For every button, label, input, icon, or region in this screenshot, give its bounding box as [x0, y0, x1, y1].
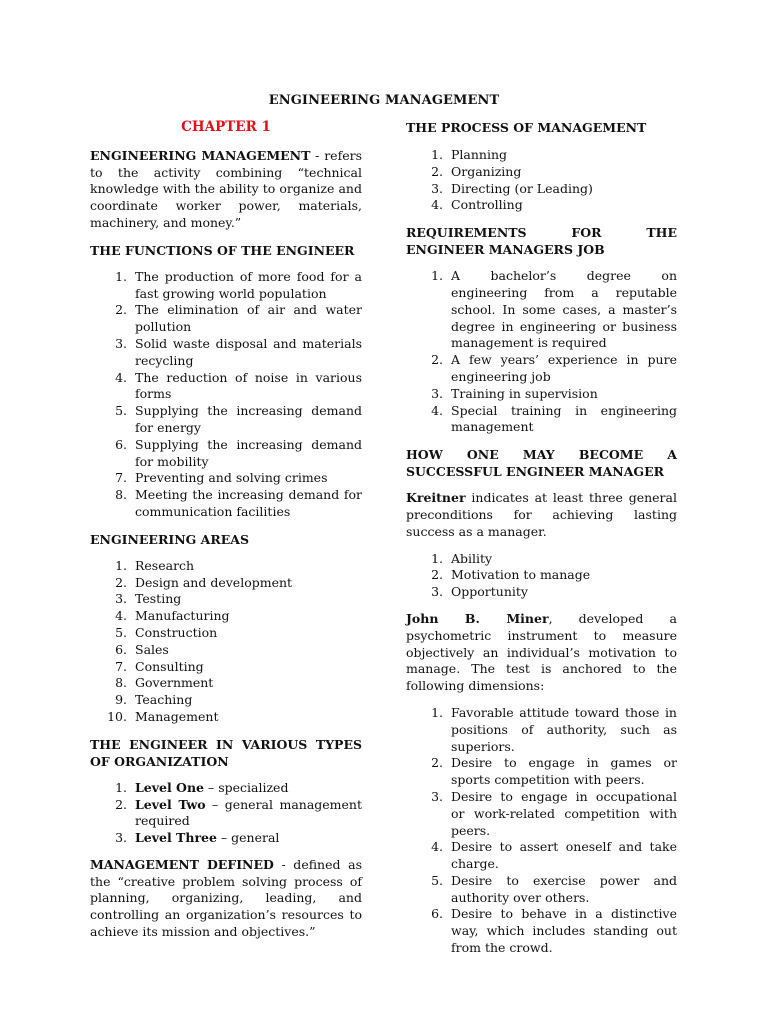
list-item: 6. Desire to behave in a distinctive way, which includes standing out from the crowd.: [431, 906, 677, 956]
preconditions-list: [406, 551, 677, 601]
list-item: 10. Management: [107, 708, 219, 724]
list-item: 3. Testing: [115, 591, 182, 607]
engineering-areas-heading: ENGINEERING AREAS: [90, 531, 249, 547]
process-heading: THE PROCESS OF MANAGEMENT: [406, 120, 647, 135]
functions-list: [90, 269, 362, 521]
definition-text: - refers to the activity combining “technical knowledge with the ability to organize and coordinate worker power, materials, machinery, and money.”: [90, 147, 362, 230]
list-item: 6. Sales: [115, 641, 169, 657]
engineering-management-definition: [90, 148, 362, 232]
list-item: 1. Level One – specialized: [115, 779, 289, 795]
list-item: 4. The reduction of noise in various forms: [115, 369, 362, 402]
page-title: ENGINEERING MANAGEMENT: [268, 93, 500, 108]
list-item: 4. Manufacturing: [115, 608, 230, 624]
successful-manager-heading: HOW ONE MAY BECOME A SUCCESSFUL ENGINEER MANAGER: [406, 447, 677, 480]
requirements-list: [406, 268, 677, 436]
list-item: 2. Desire to engage in games or sports competition with peers.: [431, 755, 677, 788]
functions-heading: THE FUNCTIONS OF THE ENGINEER: [90, 242, 355, 258]
list-item: 6. Supplying the increasing demand for mobility: [115, 436, 362, 469]
list-item: 1. Favorable attitude toward those in positions of authority, such as superiors.: [431, 704, 677, 754]
list-item: 5. Supplying the increasing demand for energy: [115, 403, 362, 435]
list-item: 2. The elimination of air and water pollution: [115, 302, 362, 335]
list-item: 1. Planning: [431, 147, 508, 162]
management-defined: [90, 857, 362, 941]
kreitner-paragraph: [406, 490, 677, 540]
left-column: [90, 119, 362, 951]
list-item: 4. Controlling: [431, 197, 523, 213]
list-item: 3. Solid waste disposal and materials recycling: [115, 335, 362, 368]
list-item: 1. The production of more food for a fast growing world population: [115, 268, 362, 301]
process-list: [406, 147, 677, 214]
list-item: 8. Government: [115, 675, 214, 691]
management-defined-term: MANAGEMENT DEFINED: [90, 856, 274, 872]
list-item: 2. Motivation to manage: [431, 567, 591, 583]
list-item: 3. Desire to engage in occupational or work-related competition with peers.: [431, 788, 677, 838]
kreitner-text: indicates at least three general preconditions for achieving lasting success as a manager.: [406, 490, 677, 539]
list-item: 2. Design and development: [115, 574, 293, 590]
dimensions-list: [406, 705, 677, 957]
chapter-heading: CHAPTER 1: [181, 119, 271, 135]
list-item: 4. Special training in engineering management: [431, 402, 677, 435]
list-item: 1. A bachelor’s degree on engineering from a reputable school. In some cases, a master’s degree in engineering or business management is required: [431, 268, 677, 351]
list-item: 5. Construction: [115, 624, 218, 640]
management-defined-text: - defined as the “creative problem solving process of planning, organizing, leading, and controlling an organization’s resources to achieve its mission and objectives.”: [90, 856, 362, 940]
list-item: 3. Opportunity: [431, 584, 528, 600]
list-item: 8. Meeting the increasing demand for communication facilities: [115, 487, 362, 519]
kreitner-name: Kreitner: [406, 490, 466, 506]
requirements-heading: REQUIREMENTS FOR THE ENGINEER MANAGERS JOB: [406, 225, 677, 258]
definition-term: ENGINEERING MANAGEMENT: [90, 147, 311, 163]
engineering-areas-list: [90, 558, 362, 726]
list-item: 9. Teaching: [115, 692, 193, 708]
list-item: 2. A few years’ experience in pure engineering job: [431, 352, 677, 384]
list-item: 1. Ability: [431, 550, 493, 566]
list-item: 1. Research: [115, 557, 195, 573]
list-item: 3. Training in supervision: [431, 385, 598, 401]
miner-text: , developed a psychometric instrument to measure objectively an individual’s motivation to manage. The test is anchored to the following dimensions:: [406, 610, 678, 694]
list-item: 3. Level Three – general: [115, 830, 280, 846]
organization-levels-list: [90, 780, 362, 847]
right-column: [406, 119, 677, 967]
miner-paragraph: [406, 611, 677, 695]
list-item: 2. Level Two – general management required: [115, 796, 362, 829]
miner-name: John B. Miner: [406, 610, 549, 626]
list-item: 2. Organizing: [431, 163, 522, 179]
list-item: 4. Desire to assert oneself and take charge.: [431, 839, 677, 872]
organization-heading: THE ENGINEER IN VARIOUS TYPES OF ORGANIZATION: [90, 736, 362, 769]
list-item: 7. Consulting: [115, 658, 204, 674]
list-item: 7. Preventing and solving crimes: [115, 470, 328, 486]
list-item: 3. Directing (or Leading): [431, 180, 593, 196]
list-item: 5. Desire to exercise power and authority over others.: [431, 872, 677, 905]
